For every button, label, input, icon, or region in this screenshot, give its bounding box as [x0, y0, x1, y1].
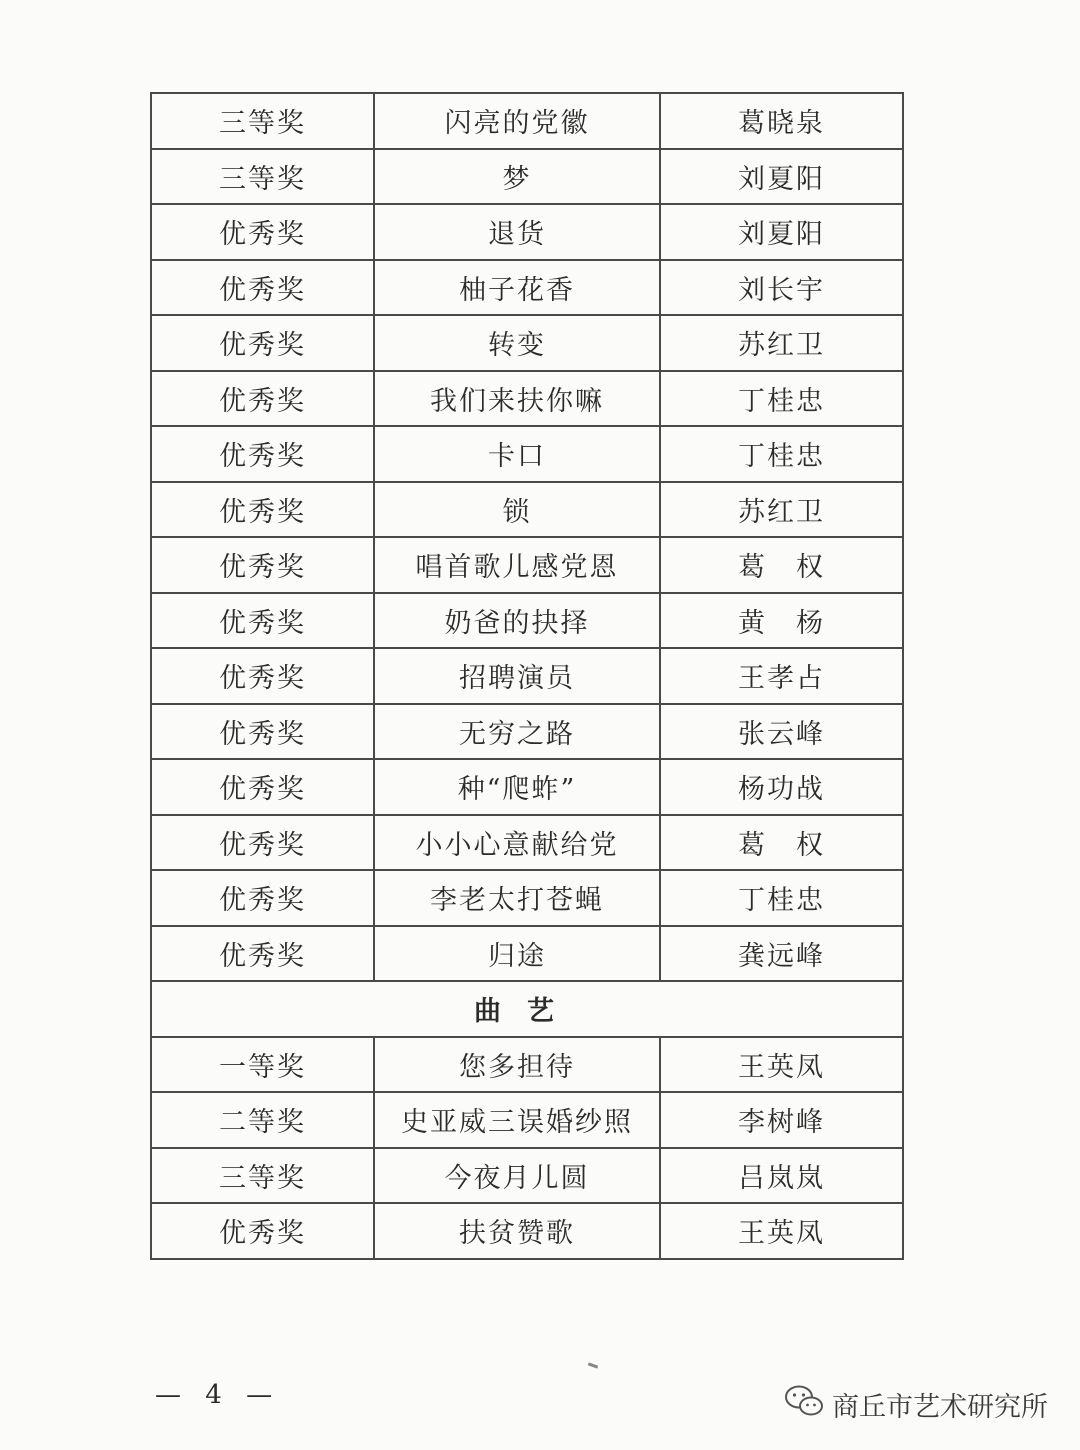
title-cell: 梦: [374, 149, 660, 205]
award-cell: 优秀奖: [151, 537, 374, 593]
table-row: [151, 1092, 903, 1148]
title-cell: 招聘演员: [374, 648, 660, 704]
author-cell: 丁桂忠: [660, 870, 903, 926]
table-row: [151, 593, 903, 649]
author-cell: 丁桂忠: [660, 371, 903, 427]
award-cell: 三等奖: [151, 1148, 374, 1204]
table-row: [151, 1203, 903, 1259]
title-cell: 退货: [374, 204, 660, 260]
award-cell: 优秀奖: [151, 1203, 374, 1259]
author-cell: 苏红卫: [660, 315, 903, 371]
award-table: [150, 92, 904, 1260]
table-row: [151, 204, 903, 260]
title-cell: 无穷之路: [374, 704, 660, 760]
wechat-icon: [784, 1384, 832, 1425]
title-cell: 柚子花香: [374, 260, 660, 316]
table-row: [151, 260, 903, 316]
author-cell: 杨功战: [660, 759, 903, 815]
award-cell: 二等奖: [151, 1092, 374, 1148]
award-cell: 三等奖: [151, 93, 374, 149]
title-cell: 小小心意献给党: [374, 815, 660, 871]
author-cell: 刘夏阳: [660, 204, 903, 260]
table-row: [151, 1037, 903, 1093]
section-row: [151, 981, 903, 1037]
award-table-body: [151, 93, 903, 1259]
author-cell: 刘夏阳: [660, 149, 903, 205]
author-cell: 张云峰: [660, 704, 903, 760]
table-row: [151, 537, 903, 593]
author-cell: 葛 权: [660, 815, 903, 871]
table-row: [151, 315, 903, 371]
table-row: [151, 93, 903, 149]
award-cell: 优秀奖: [151, 870, 374, 926]
title-cell: 今夜月儿圆: [374, 1148, 660, 1204]
author-cell: 苏红卫: [660, 482, 903, 538]
scan-speck: [588, 1362, 598, 1368]
title-cell: 锁: [374, 482, 660, 538]
author-cell: 葛 权: [660, 537, 903, 593]
author-cell: 李树峰: [660, 1092, 903, 1148]
author-cell: 丁桂忠: [660, 426, 903, 482]
table-row: [151, 926, 903, 982]
award-cell: 优秀奖: [151, 759, 374, 815]
table-row: [151, 704, 903, 760]
award-cell: 优秀奖: [151, 482, 374, 538]
title-cell: 我们来扶你嘛: [374, 371, 660, 427]
table-row: [151, 1148, 903, 1204]
award-cell: 优秀奖: [151, 815, 374, 871]
award-cell: 优秀奖: [151, 260, 374, 316]
award-cell: 优秀奖: [151, 426, 374, 482]
award-cell: 优秀奖: [151, 371, 374, 427]
title-cell: 闪亮的党徽: [374, 93, 660, 149]
author-cell: 葛晓泉: [660, 93, 903, 149]
table-row: [151, 149, 903, 205]
title-cell: 归途: [374, 926, 660, 982]
title-cell: 扶贫赞歌: [374, 1203, 660, 1259]
table-row: [151, 482, 903, 538]
title-cell: 种“爬蚱”: [374, 759, 660, 815]
award-cell: 优秀奖: [151, 315, 374, 371]
title-cell: 唱首歌儿感党恩: [374, 537, 660, 593]
title-cell: 史亚威三误婚纱照: [374, 1092, 660, 1148]
title-cell: 转变: [374, 315, 660, 371]
author-cell: 吕岚岚: [660, 1148, 903, 1204]
title-cell: 李老太打苍蝇: [374, 870, 660, 926]
author-cell: 王英凤: [660, 1037, 903, 1093]
table-row: [151, 815, 903, 871]
watermark: [784, 1384, 1048, 1425]
title-cell: 卡口: [374, 426, 660, 482]
award-cell: 优秀奖: [151, 926, 374, 982]
award-cell: 一等奖: [151, 1037, 374, 1093]
award-cell: 优秀奖: [151, 204, 374, 260]
title-cell: 奶爸的抉择: [374, 593, 660, 649]
title-cell: 您多担待: [374, 1037, 660, 1093]
award-cell: 三等奖: [151, 149, 374, 205]
author-cell: 王英凤: [660, 1203, 903, 1259]
author-cell: 龚远峰: [660, 926, 903, 982]
award-cell: 优秀奖: [151, 648, 374, 704]
table-row: [151, 371, 903, 427]
author-cell: 王孝占: [660, 648, 903, 704]
watermark-text: 商丘市艺术研究所: [832, 1392, 1048, 1423]
table-row: [151, 426, 903, 482]
section-title: 曲艺: [151, 981, 903, 1037]
page-number: — 4 —: [155, 1380, 281, 1410]
table-row: [151, 759, 903, 815]
table-row: [151, 648, 903, 704]
award-cell: 优秀奖: [151, 593, 374, 649]
author-cell: 刘长宇: [660, 260, 903, 316]
award-cell: 优秀奖: [151, 704, 374, 760]
author-cell: 黄 杨: [660, 593, 903, 649]
table-row: [151, 870, 903, 926]
